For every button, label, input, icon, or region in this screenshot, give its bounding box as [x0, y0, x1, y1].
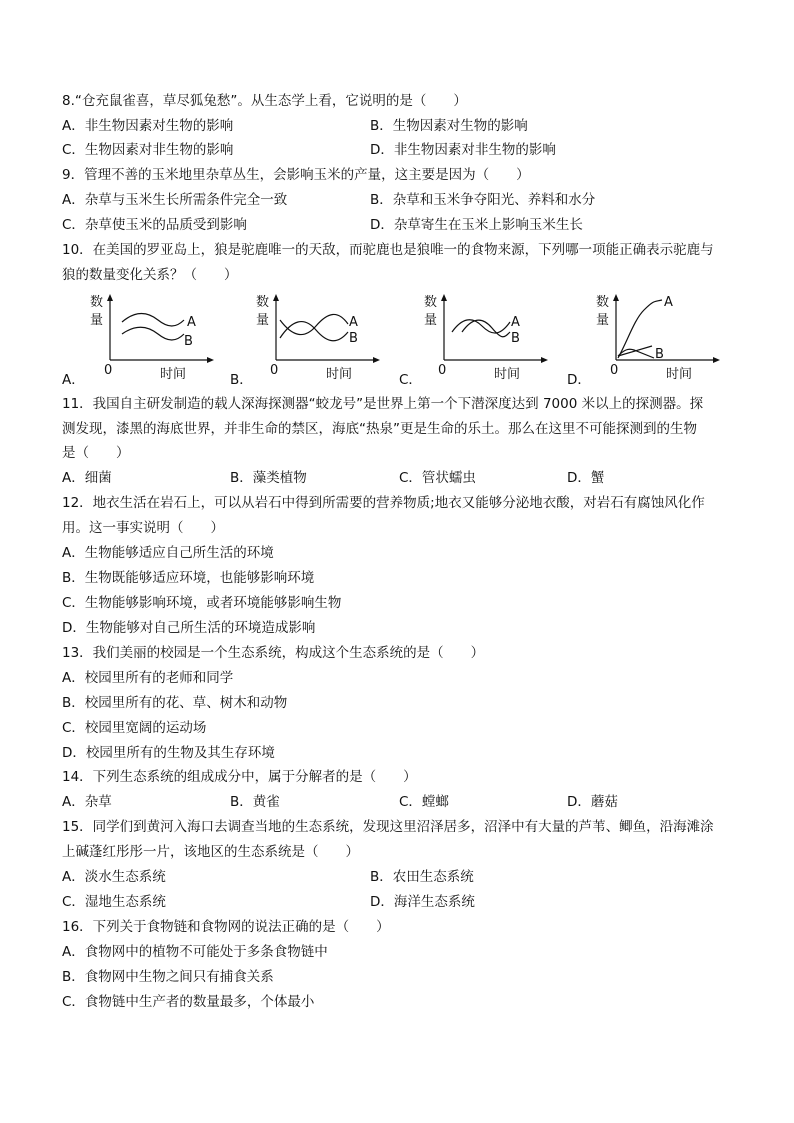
q10-graph-c [420, 290, 560, 382]
q11-line3: 是（ ） [62, 445, 130, 461]
curve-b-label: B [511, 331, 520, 346]
curve-a-label: A [349, 315, 358, 330]
q9-option-d: D．杂草寄生在玉米上影响玉米生长 [370, 217, 583, 233]
curve-a-line [452, 320, 510, 333]
q11-option-c: C．管状蠕虫 [399, 470, 476, 486]
q16-option-b: B．食物网中生物之间只有捕食关系 [62, 969, 274, 985]
curve-b-label: B [655, 347, 664, 362]
q13-option-b: B．校园里所有的花、草、树木和动物 [62, 695, 288, 711]
graph-xlabel: 时间 [494, 367, 521, 382]
q10-graph-d [592, 290, 732, 382]
q15-line1: 15．同学们到黄河入海口去调查当地的生态系统，发现这里沼泽居多，沼泽中有大量的芦苇、鲫鱼，沿海滩涂 [62, 819, 714, 835]
graph-ylabel: 数 [256, 295, 270, 310]
q12-option-c: C．生物能够影响环境，或者环境能够影响生物 [62, 595, 342, 611]
graph-ylabel: 量 [256, 313, 270, 328]
graph-xlabel: 时间 [326, 367, 353, 382]
q15-option-a: A．淡水生态系统 [62, 869, 166, 885]
graph-ylabel: 数 [424, 295, 438, 310]
graph-origin: 0 [270, 363, 279, 378]
curve-a-label: A [511, 315, 520, 330]
graph-origin: 0 [438, 363, 447, 378]
q9-option-c: C．杂草使玉米的品质受到影响 [62, 217, 247, 233]
curve-a-label: A [187, 315, 196, 330]
q10-option-b: B． [230, 372, 253, 388]
q14-option-c: C．螳螂 [399, 794, 449, 810]
q8-option-c: C．生物因素对非生物的影响 [62, 142, 234, 158]
curve-a-line [122, 314, 184, 327]
q15-option-d: D．海洋生态系统 [370, 894, 475, 910]
curve-b-label: B [184, 334, 193, 349]
q11-line1: 11．我国自主研发制造的载人深海探测器“蛟龙号”是世界上第一个下潜深度达到 7000 米以上的探测器。探 [62, 396, 704, 412]
q8-stem: 8.“仓充鼠雀喜，草尽狐兔愁”。从生态学上看，它说明的是（ ） [62, 93, 467, 109]
q10-option-d: D． [567, 372, 591, 388]
q11-line2: 测发现，漆黑的海底世界，并非生命的禁区，海底“热泉”更是生命的乐土。那么在这里不可能探测到的生物 [62, 421, 697, 437]
q8-option-b: B．生物因素对生物的影响 [370, 118, 528, 134]
curve-b-label: B [349, 331, 358, 346]
q10-stem-line2: 狼的数量变化关系？（ ） [62, 267, 238, 283]
q14-option-d: D．蘑菇 [567, 794, 618, 810]
q12-line2: 用。这一事实说明（ ） [62, 520, 224, 536]
graph-xlabel: 时间 [666, 367, 693, 382]
q10-stem-line1: 10．在美国的罗亚岛上，狼是驼鹿唯一的天敌，而驼鹿也是狼唯一的食物来源，下列哪一项能正确表示驼鹿与 [62, 242, 714, 258]
q14-stem: 14．下列生态系统的组成成分中，属于分解者的是（ ） [62, 769, 417, 785]
q11-option-b: B．藻类植物 [230, 470, 307, 486]
q11-option-d: D．蟹 [567, 470, 605, 486]
q16-option-c: C．食物链中生产者的数量最多，个体最小 [62, 994, 315, 1010]
graph-ylabel: 量 [90, 313, 104, 328]
graph-ylabel: 量 [596, 313, 610, 328]
q10-option-c: C． [399, 372, 422, 388]
q8-option-a: A．非生物因素对生物的影响 [62, 118, 234, 134]
q12-option-b: B．生物既能够适应环境，也能够影响环境 [62, 570, 315, 586]
curve-b-line [122, 327, 184, 340]
curve-b-line [462, 320, 510, 337]
q15-option-c: C．湿地生态系统 [62, 894, 166, 910]
q14-option-a: A．杂草 [62, 794, 112, 810]
graph-ylabel: 量 [424, 313, 438, 328]
q15-line2: 上碱蓬红彤彤一片，该地区的生态系统是（ ） [62, 844, 359, 860]
q9-stem: 9．管理不善的玉米地里杂草丛生，会影响玉米的产量，这主要是因为（ ） [62, 167, 530, 183]
curve-a-line [280, 314, 348, 334]
q13-option-a: A．校园里所有的老师和同学 [62, 670, 234, 686]
graph-origin: 0 [104, 363, 113, 378]
q10-graph-b [252, 290, 392, 382]
q13-option-d: D．校园里所有的生物及其生存环境 [62, 745, 275, 761]
q12-option-d: D．生物能够对自己所生活的环境造成影响 [62, 620, 316, 636]
graph-xlabel: 时间 [160, 367, 187, 382]
curve-a-label: A [664, 295, 673, 310]
q16-option-a: A．食物网中的植物不可能处于多条食物链中 [62, 944, 328, 960]
q9-option-a: A．杂草与玉米生长所需条件完全一致 [62, 192, 288, 208]
q13-stem: 13．我们美丽的校园是一个生态系统，构成这个生态系统的是（ ） [62, 645, 485, 661]
q11-option-a: A．细菌 [62, 470, 112, 486]
q9-option-b: B．杂草和玉米争夺阳光、养料和水分 [370, 192, 596, 208]
graph-ylabel: 数 [90, 295, 104, 310]
q12-option-a: A．生物能够适应自己所生活的环境 [62, 545, 274, 561]
q10-graph-a [86, 290, 226, 382]
q13-option-c: C．校园里宽阔的运动场 [62, 720, 207, 736]
q12-line1: 12．地衣生活在岩石上，可以从岩石中得到所需要的营养物质;地衣又能够分泌地衣酸，对岩石有腐蚀风化作 [62, 495, 705, 511]
q10-option-a: A． [62, 372, 85, 388]
graph-origin: 0 [610, 363, 619, 378]
q8-option-d: D．非生物因素对非生物的影响 [370, 142, 556, 158]
q15-option-b: B．农田生态系统 [370, 869, 474, 885]
q16-stem: 16．下列关于食物链和食物网的说法正确的是（ ） [62, 919, 390, 935]
graph-ylabel: 数 [596, 295, 610, 310]
q14-option-b: B．黄雀 [230, 794, 280, 810]
